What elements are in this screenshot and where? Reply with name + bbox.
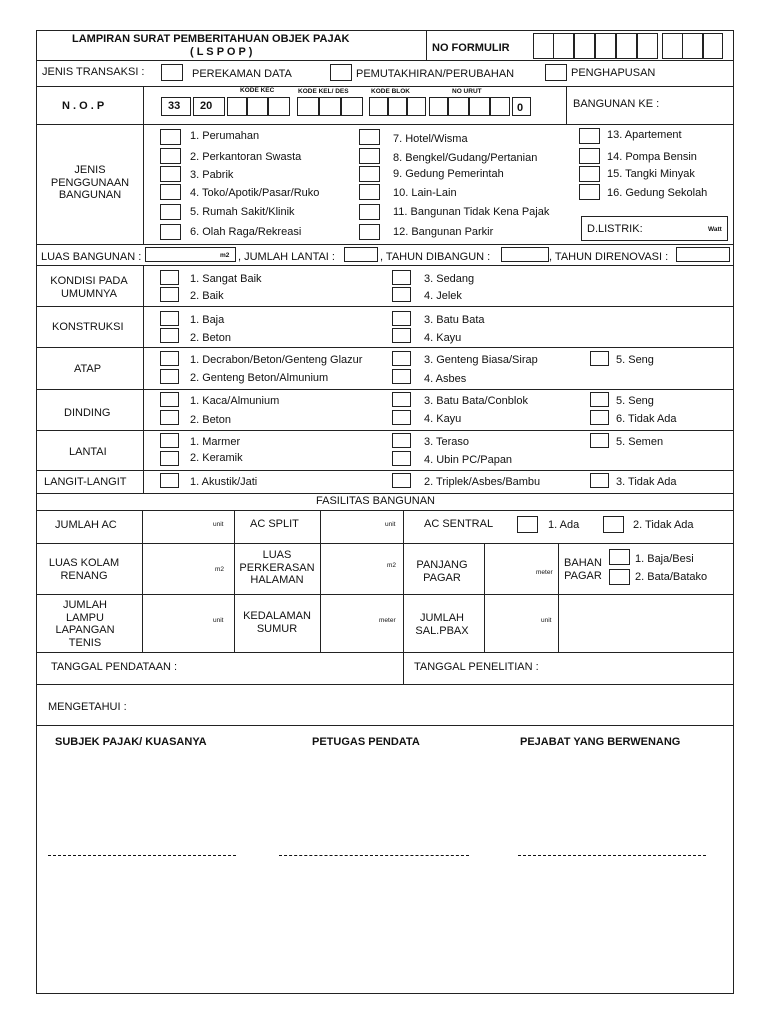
panjang-pagar-unit: meter: [536, 569, 553, 576]
kondisi-checkbox-3[interactable]: [392, 270, 411, 285]
penggunaan-option-3: 3. Pabrik: [190, 169, 234, 181]
transaksi-option-2: PEMUTAKHIRAN/PERUBAHAN: [356, 68, 515, 80]
form-subtitle: ( L S P O P ): [190, 46, 253, 58]
konstruksi-option-2: 2. Beton: [190, 332, 231, 344]
penggunaan-option-10: 10. Lain-Lain: [393, 187, 457, 199]
penggunaan-checkbox-11[interactable]: [359, 204, 380, 220]
penggunaan-option-16: 16. Gedung Sekolah: [607, 187, 708, 199]
kode-blok-label: KODE BLOK: [371, 88, 410, 95]
transaksi-checkbox-1[interactable]: [161, 64, 183, 81]
luas-kolam-label: LUAS KOLAM RENANG: [48, 557, 120, 582]
nop-label: N . O . P: [62, 100, 105, 112]
luas-kolam-unit: m2: [215, 566, 225, 573]
dinding-option-1: 1. Kaca/Almunium: [190, 395, 280, 407]
tanggal-penelitian-label: TANGGAL PENELITIAN :: [414, 661, 539, 673]
luas-perkerasan-unit: m2: [387, 562, 397, 569]
kondisi-label: KONDISI PADA UMUMNYA: [50, 275, 128, 300]
langit-option-3: 3. Tidak Ada: [616, 476, 677, 488]
dinding-option-6: 6. Tidak Ada: [616, 413, 677, 425]
langit-checkbox-3[interactable]: [590, 473, 609, 488]
nop-last-digit: 0: [517, 102, 524, 114]
dinding-option-3: 3. Batu Bata/Conblok: [424, 395, 528, 407]
penggunaan-checkbox-15[interactable]: [579, 166, 600, 182]
transaksi-option-3: PENGHAPUSAN: [571, 67, 656, 79]
dinding-checkbox-5[interactable]: [590, 392, 609, 407]
signature-pejabat-label: PEJABAT YANG BERWENANG: [520, 736, 681, 748]
penggunaan-option-1: 1. Perumahan: [190, 130, 260, 142]
tanggal-pendataan-label: TANGGAL PENDATAAN :: [51, 661, 178, 673]
langit-option-2: 2. Triplek/Asbes/Bambu: [424, 476, 541, 488]
penggunaan-checkbox-12[interactable]: [359, 224, 380, 240]
fasilitas-title: FASILITAS BANGUNAN: [316, 495, 435, 507]
tahun-dibangun-input[interactable]: [501, 247, 549, 262]
lantai-checkbox-5[interactable]: [590, 433, 609, 448]
atap-label: ATAP: [74, 363, 102, 375]
kondisi-checkbox-2[interactable]: [160, 287, 179, 302]
konstruksi-checkbox-4[interactable]: [392, 328, 411, 343]
no-urut-label: NO URUT: [452, 88, 482, 95]
tahun-direnovasi-label: , TAHUN DIRENOVASI :: [549, 251, 669, 263]
nop-value-1: 33: [168, 100, 181, 112]
penggunaan-checkbox-7[interactable]: [359, 129, 380, 145]
no-formulir-label: NO FORMULIR: [432, 42, 510, 54]
luas-bangunan-unit: m2: [220, 252, 230, 259]
daya-listrik-label: D.LISTRIK:: [587, 223, 643, 235]
jenis-penggunaan-label: JENIS PENGGUNAAN BANGUNAN: [50, 164, 130, 201]
lantai-checkbox-1[interactable]: [160, 433, 179, 448]
atap-option-4: 4. Asbes: [424, 373, 467, 385]
bahan-pagar-label: BAHAN PAGAR: [564, 557, 602, 582]
atap-checkbox-5[interactable]: [590, 351, 609, 366]
lantai-label: LANTAI: [69, 446, 107, 458]
penggunaan-checkbox-16[interactable]: [579, 184, 600, 200]
lantai-checkbox-3[interactable]: [392, 433, 411, 448]
lantai-option-4: 4. Ubin PC/Papan: [424, 454, 513, 466]
kondisi-option-2: 2. Baik: [190, 290, 224, 302]
ac-sentral-checkbox-tidak[interactable]: [603, 516, 624, 533]
mengetahui-label: MENGETAHUI :: [48, 701, 127, 713]
langit-checkbox-2[interactable]: [392, 473, 411, 488]
penggunaan-option-12: 12. Bangunan Parkir: [393, 226, 494, 238]
penggunaan-checkbox-10[interactable]: [359, 184, 380, 200]
atap-checkbox-1[interactable]: [160, 351, 179, 366]
penggunaan-checkbox-1[interactable]: [160, 129, 181, 145]
lantai-option-5: 5. Semen: [616, 436, 664, 448]
penggunaan-checkbox-13[interactable]: [579, 128, 600, 144]
transaksi-option-1: PEREKAMAN DATA: [192, 68, 292, 80]
atap-checkbox-4[interactable]: [392, 369, 411, 384]
bahan-pagar-checkbox-bata[interactable]: [609, 569, 630, 585]
atap-checkbox-3[interactable]: [392, 351, 411, 366]
penggunaan-checkbox-6[interactable]: [160, 224, 181, 240]
lantai-option-2: 2. Keramik: [190, 452, 243, 464]
konstruksi-option-3: 3. Batu Bata: [424, 314, 485, 326]
jumlah-lantai-label: , JUMLAH LANTAI :: [238, 251, 335, 263]
sal-pbax-unit: unit: [541, 617, 552, 624]
dinding-checkbox-4[interactable]: [392, 410, 411, 425]
dinding-option-2: 2. Beton: [190, 414, 231, 426]
konstruksi-option-4: 4. Kayu: [424, 332, 462, 344]
ac-sentral-option-ada: 1. Ada: [548, 519, 580, 531]
penggunaan-checkbox-5[interactable]: [160, 204, 181, 220]
sal-pbax-label: JUMLAH SAL.PBAX: [415, 612, 469, 637]
lantai-option-1: 1. Marmer: [190, 436, 241, 448]
langit-label: LANGIT-LANGIT: [44, 476, 127, 488]
ac-split-label: AC SPLIT: [250, 518, 299, 530]
ac-split-unit: unit: [385, 521, 396, 528]
atap-option-1: 1. Decrabon/Beton/Genteng Glazur: [190, 354, 363, 366]
penggunaan-option-13: 13. Apartement: [607, 129, 682, 141]
ac-sentral-label: AC SENTRAL: [424, 518, 494, 530]
ac-sentral-option-tidak: 2. Tidak Ada: [633, 519, 694, 531]
signature-line-subjek-pajak[interactable]: [48, 855, 236, 856]
atap-option-3: 3. Genteng Biasa/Sirap: [424, 354, 538, 366]
luas-perkerasan-label: LUAS PERKERASAN HALAMAN: [239, 549, 315, 586]
penggunaan-checkbox-4[interactable]: [160, 184, 181, 200]
transaksi-checkbox-2[interactable]: [330, 64, 352, 81]
kode-kec-label: KODE KEC: [240, 87, 275, 94]
transaksi-label: JENIS TRANSAKSI :: [42, 66, 145, 78]
konstruksi-label: KONSTRUKSI: [52, 321, 124, 333]
atap-option-5: 5. Seng: [616, 354, 654, 366]
bahan-pagar-option-baja: 1. Baja/Besi: [635, 553, 694, 565]
bangunan-ke-label: BANGUNAN KE :: [573, 98, 660, 110]
transaksi-checkbox-3[interactable]: [545, 64, 567, 81]
kondisi-checkbox-4[interactable]: [392, 287, 411, 302]
konstruksi-checkbox-3[interactable]: [392, 311, 411, 326]
kondisi-option-1: 1. Sangat Baik: [190, 273, 262, 285]
konstruksi-checkbox-2[interactable]: [160, 328, 179, 343]
penggunaan-checkbox-8[interactable]: [359, 148, 380, 164]
konstruksi-option-1: 1. Baja: [190, 314, 225, 326]
dinding-checkbox-1[interactable]: [160, 392, 179, 407]
penggunaan-option-15: 15. Tangki Minyak: [607, 168, 695, 180]
langit-checkbox-1[interactable]: [160, 473, 179, 488]
ac-sentral-checkbox-ada[interactable]: [517, 516, 538, 533]
penggunaan-option-4: 4. Toko/Apotik/Pasar/Ruko: [190, 187, 320, 199]
penggunaan-option-11: 11. Bangunan Tidak Kena Pajak: [393, 206, 550, 218]
jumlah-ac-unit: unit: [213, 521, 224, 528]
konstruksi-checkbox-1[interactable]: [160, 311, 179, 326]
lampu-tenis-label: JUMLAH LAMPU LAPANGAN TENIS: [55, 599, 115, 649]
lantai-checkbox-2[interactable]: [160, 451, 179, 466]
bahan-pagar-checkbox-baja[interactable]: [609, 549, 630, 565]
kode-kel-label: KODE KEL/ DES: [298, 88, 349, 95]
kondisi-checkbox-1[interactable]: [160, 270, 179, 285]
dinding-checkbox-6[interactable]: [590, 410, 609, 425]
atap-option-2: 2. Genteng Beton/Almunium: [190, 372, 329, 384]
signature-subjek-pajak-label: SUBJEK PAJAK/ KUASANYA: [55, 736, 207, 748]
kondisi-option-4: 4. Jelek: [424, 290, 462, 302]
signature-line-petugas-pendata[interactable]: [279, 855, 469, 856]
penggunaan-option-14: 14. Pompa Bensin: [607, 151, 697, 163]
penggunaan-option-9: 9. Gedung Pemerintah: [393, 168, 504, 180]
dinding-label: DINDING: [64, 407, 111, 419]
penggunaan-option-6: 6. Olah Raga/Rekreasi: [190, 226, 302, 238]
jumlah-ac-label: JUMLAH AC: [55, 519, 117, 531]
penggunaan-checkbox-3[interactable]: [160, 166, 181, 182]
panjang-pagar-label: PANJANG PAGAR: [416, 559, 468, 584]
bahan-pagar-option-bata: 2. Bata/Batako: [635, 571, 708, 583]
penggunaan-option-8: 8. Bengkel/Gudang/Pertanian: [393, 152, 538, 164]
dinding-checkbox-3[interactable]: [392, 392, 411, 407]
daya-listrik-unit: Watt: [708, 226, 722, 233]
penggunaan-option-2: 2. Perkantoran Swasta: [190, 151, 302, 163]
atap-checkbox-2[interactable]: [160, 369, 179, 384]
kondisi-option-3: 3. Sedang: [424, 273, 475, 285]
luas-bangunan-label: LUAS BANGUNAN :: [41, 251, 142, 263]
lantai-option-3: 3. Teraso: [424, 436, 470, 448]
signature-line-pejabat[interactable]: [518, 855, 706, 856]
kedalaman-sumur-label: KEDALAMAN SUMUR: [243, 610, 311, 635]
dinding-option-5: 5. Seng: [616, 395, 654, 407]
tahun-direnovasi-input[interactable]: [676, 247, 730, 262]
penggunaan-checkbox-14[interactable]: [579, 148, 600, 164]
dinding-checkbox-2[interactable]: [160, 410, 179, 425]
lantai-checkbox-4[interactable]: [392, 451, 411, 466]
signature-petugas-pendata-label: PETUGAS PENDATA: [312, 736, 420, 748]
penggunaan-option-5: 5. Rumah Sakit/Klinik: [190, 206, 295, 218]
penggunaan-checkbox-9[interactable]: [359, 166, 380, 182]
tahun-dibangun-label: , TAHUN DIBANGUN :: [380, 251, 491, 263]
jumlah-lantai-input[interactable]: [344, 247, 378, 262]
kedalaman-sumur-unit: meter: [379, 617, 396, 624]
penggunaan-checkbox-2[interactable]: [160, 148, 181, 164]
lampu-tenis-unit: unit: [213, 617, 224, 624]
nop-value-2: 20: [200, 100, 213, 112]
penggunaan-option-7: 7. Hotel/Wisma: [393, 133, 468, 145]
form-title: LAMPIRAN SURAT PEMBERITAHUAN OBJEK PAJAK: [72, 33, 350, 45]
dinding-option-4: 4. Kayu: [424, 413, 462, 425]
langit-option-1: 1. Akustik/Jati: [190, 476, 258, 488]
